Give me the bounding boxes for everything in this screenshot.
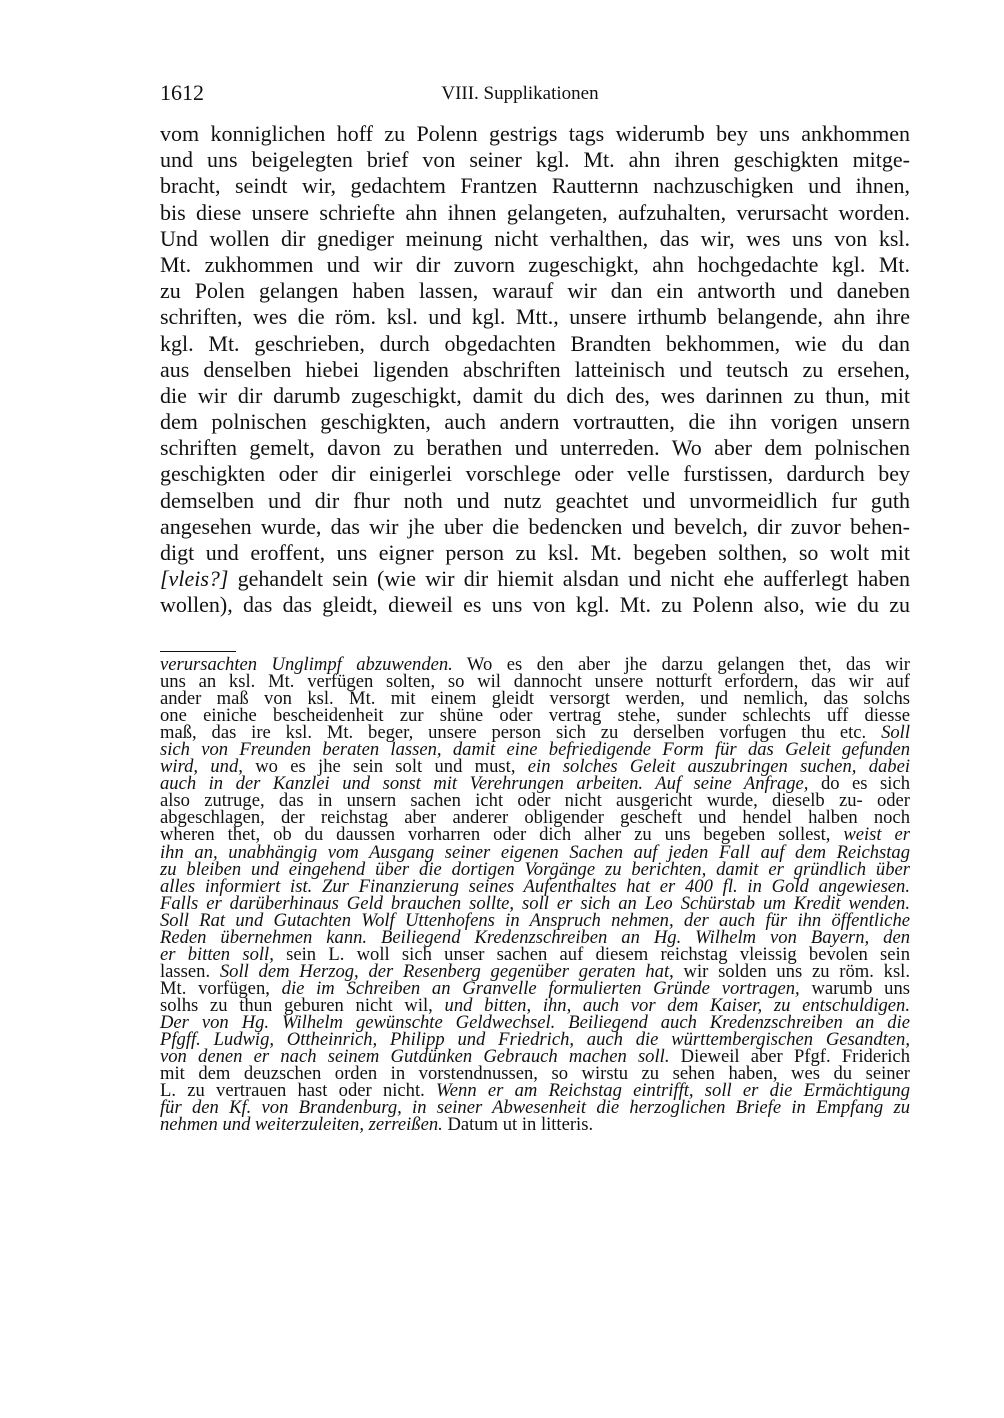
italic-text-span: die im Schreiben an Granvelle formulierten Gründe vortragen,: [281, 977, 800, 999]
text-span: uns an ksl. Mt. verfügen solten, so wil dannocht unsere notturft erfordern, das wir auf: [160, 671, 910, 693]
text-span: dem polnischen geschigkten, auch andern vortrautten, die ihn vorigen unsern: [160, 409, 910, 435]
italic-text-span: Wenn er am Reichstag eintrifft, soll er die Ermächtigung: [436, 1080, 910, 1102]
main-text-line: [160, 592, 910, 618]
main-text-line: [160, 147, 910, 173]
italic-text-span: Falls er darüberhinaus Geld brauchen sollte, soll er sich an Leo Schürstab um Kredit wenden.: [160, 892, 910, 914]
text-span: vom konniglichen hoff zu Polenn gestrigs tags widerumb bey uns ankhommen: [160, 121, 910, 146]
text-span: die wir dir darumb zugeschigkt, damit du dich des, wes darinnen zu thun, mit: [160, 382, 910, 408]
italic-text-span: nehmen und weiterzuleiten, zerreißen.: [160, 1114, 443, 1136]
italic-text-span: Reden übernehmen kann. Beiliegend Kredenzschreiben an Hg. Wilhelm von Bayern, den: [160, 926, 910, 948]
main-text-line: [160, 514, 910, 540]
text-span: bis diese unsere schriefte ahn ihnen gelangeten, aufzuhalten, verursacht worden.: [160, 199, 910, 225]
main-text-line: [160, 226, 910, 252]
text-span: L. zu vertrauen hast oder nicht.: [160, 1080, 437, 1102]
italic-text-span: sich von Freunden beraten lassen, damit eine befriedigende Form für das Geleit gefunden: [160, 739, 910, 761]
text-span: demselben und dir fhur noth und nutz geachtet und unvormeidlich fur guth: [160, 487, 910, 513]
text-span: geschigkten oder dir einigerlei vorschlege oder velle furstissen, dardurch bey: [160, 461, 910, 487]
footnote-separator-rule: [160, 651, 236, 652]
main-text-line: [160, 461, 910, 487]
main-text-line: [160, 435, 910, 461]
italic-text-span: Soll dem Herzog, der Resenberg gegenüber geraten hat: [219, 960, 670, 982]
main-text-line: [160, 304, 910, 330]
text-span: sein L. woll sich unser sachen auf diesem reichstag vleissig bevolen sein: [273, 943, 910, 965]
italic-text-span: Der von Hg. Wilhelm gewünschte Geldwechsel. Beiliegend auch Kredenzschreiben an die: [160, 1011, 910, 1033]
text-span: Und wollen dir gnediger meinung nicht verhalthen, das wir, wes uns von ksl.: [160, 225, 910, 251]
main-text-line: [160, 357, 910, 383]
italic-text-span: von denen er nach seinem Gutdünken Gebrauch machen soll.: [160, 1046, 670, 1068]
italic-text-span: und bitten, ihn, auch vor dem Kaiser, zu entschuldigen.: [444, 994, 910, 1016]
italic-text-span: zu bleiben und eingehend über die dortigen Vorgänge zu berichten, damit er gründlich über: [160, 858, 910, 880]
text-span: kgl. Mt. geschrieben, durch obgedachten Brandten bekhommen, wie du dan: [160, 330, 910, 356]
text-span: wo es jhe sein solt und must,: [242, 756, 528, 778]
running-head: VIII. Supplikationen: [441, 83, 599, 104]
text-span: Mt. zukhommen und wir dir zuvorn zugeschigkt, ahn hochgedachte kgl. Mt.: [160, 251, 910, 277]
main-text-line: [160, 540, 910, 566]
italic-text-span: wird, und,: [160, 756, 243, 778]
text-span: wheren thet, ob du daussen vorharren oder dich alher zu uns begeben sollest,: [160, 824, 844, 846]
text-span: mit dem deuzschen orden in vorstendnussen, so wirstu zu sehen haben, wes du seiner: [160, 1063, 910, 1085]
italic-text-span: ihn an, unabhängig vom Ausgang seiner eigenen Sachen auf jeden Fall auf dem Reichstag: [160, 841, 910, 863]
footnote-block: [160, 654, 910, 1136]
italic-text-span: Soll: [881, 722, 910, 744]
text-span: Mt. vorfügen,: [160, 977, 282, 999]
main-text-block: [160, 121, 910, 619]
main-text-line: [160, 566, 910, 592]
text-span: schriften gemelt, davon zu berathen und unterreden. Wo aber dem polnischen: [160, 435, 910, 461]
main-text-line: [160, 488, 910, 514]
italic-text-span: alles informiert ist. Zur Finanzierung seines Aufenthaltes hat er 400 fl. in Gold angewiesen.: [160, 875, 910, 897]
footnote-line: [160, 1114, 910, 1136]
page-number: 1612: [160, 80, 204, 105]
text-span: , wir solden uns zu röm. ksl.: [669, 960, 910, 982]
text-span: aus denselben hiebei ligenden abschriften latteinisch und teutsch zu ersehen,: [160, 356, 910, 382]
italic-text-span: [vleis?]: [160, 566, 229, 592]
main-text-line: [160, 409, 910, 435]
text-span: gehandelt sein (wie wir dir hiemit alsdan und nicht ehe aufferlegt haben: [228, 566, 910, 592]
italic-text-span: für den Kf. von Brandenburg, in seiner Abwesenheit die herzoglichen Briefe in Empfang zu: [160, 1097, 910, 1119]
main-text-line: [160, 278, 910, 304]
text-span: do es sich: [808, 773, 910, 795]
text-span: und uns beigelegten brief von seiner kgl. Mt. ahn ihren geschigkten mitge-: [160, 147, 910, 173]
italic-text-span: Pfgff. Ludwig, Ottheinrich, Philipp und Friedrich, auch die württembergischen Gesandten,: [160, 1029, 910, 1051]
main-text-line: [160, 383, 910, 409]
italic-text-span: er bitten soll,: [160, 943, 274, 965]
text-span: warumb uns: [799, 977, 910, 999]
italic-text-span: weist er: [843, 824, 910, 846]
text-span: lassen.: [160, 960, 220, 982]
main-text-line: [160, 121, 910, 147]
text-span: one einiche bescheidenheit zur shüne oder vertrag stehe, sunder schlechts uff diesse: [160, 705, 910, 727]
text-span: also zutruge, das in unsern sachen icht oder nicht ausgericht wurde, dieselb zu- oder: [160, 790, 910, 812]
text-span: Wo es den aber jhe darzu gelangen thet, das wir: [452, 654, 910, 675]
text-span: angesehen wurde, das wir jhe uber die bedencken und bevelch, dir zuvor behen-: [160, 513, 910, 539]
text-span: schriften, wes die röm. ksl. und kgl. Mtt., unsere irthumb belangende, ahn ihre: [160, 304, 910, 330]
text-span: bracht, seindt wir, gedachtem Frantzen Rautternn nachzuschigken und ihnen,: [160, 173, 910, 199]
text-span: ander maß von ksl. Mt. mit einem gleidt versorgt werden, und nemlich, das solchs: [160, 688, 910, 710]
text-span: Datum ut in litteris.: [442, 1114, 594, 1136]
italic-text-span: Soll Rat und Gutachten Wolf Uttenhofens in Anspruch nehmen, der auch für ihn öffentliche: [160, 909, 910, 931]
text-span: abgeschlagen, der reichstag aber anderer obligender gescheft und hendel halben noch: [160, 807, 910, 829]
text-span: wollen), das das gleidt, dieweil es uns von kgl. Mt. zu Polenn also, wie du zu: [160, 592, 910, 618]
italic-text-span: auch in der Kanzlei und sonst mit Verehrungen arbeiten. Auf seine Anfrage,: [160, 773, 809, 795]
italic-text-span: ein solches Geleit auszubringen suchen, dabei: [527, 756, 910, 778]
text-span: zu Polen gelangen haben lassen, warauf wir dan ein antworth und daneben: [160, 278, 910, 304]
main-text-line: [160, 252, 910, 278]
main-text-line: [160, 331, 910, 357]
main-text-line: [160, 200, 910, 226]
text-span: digt und eroffent, uns eigner person zu ksl. Mt. begeben solthen, so wolt mit: [160, 540, 910, 565]
text-span: maß, das ire ksl. Mt. beger, unsere person sich zu derselben vorfugen thu etc.: [160, 722, 882, 744]
text-span: Dieweil aber Pfgf. Friderich: [669, 1046, 910, 1068]
main-text-line: [160, 173, 910, 199]
italic-text-span: verursachten Unglimpf abzuwenden.: [160, 654, 453, 675]
text-span: solhs zu thun geburen nicht wil,: [160, 994, 445, 1016]
